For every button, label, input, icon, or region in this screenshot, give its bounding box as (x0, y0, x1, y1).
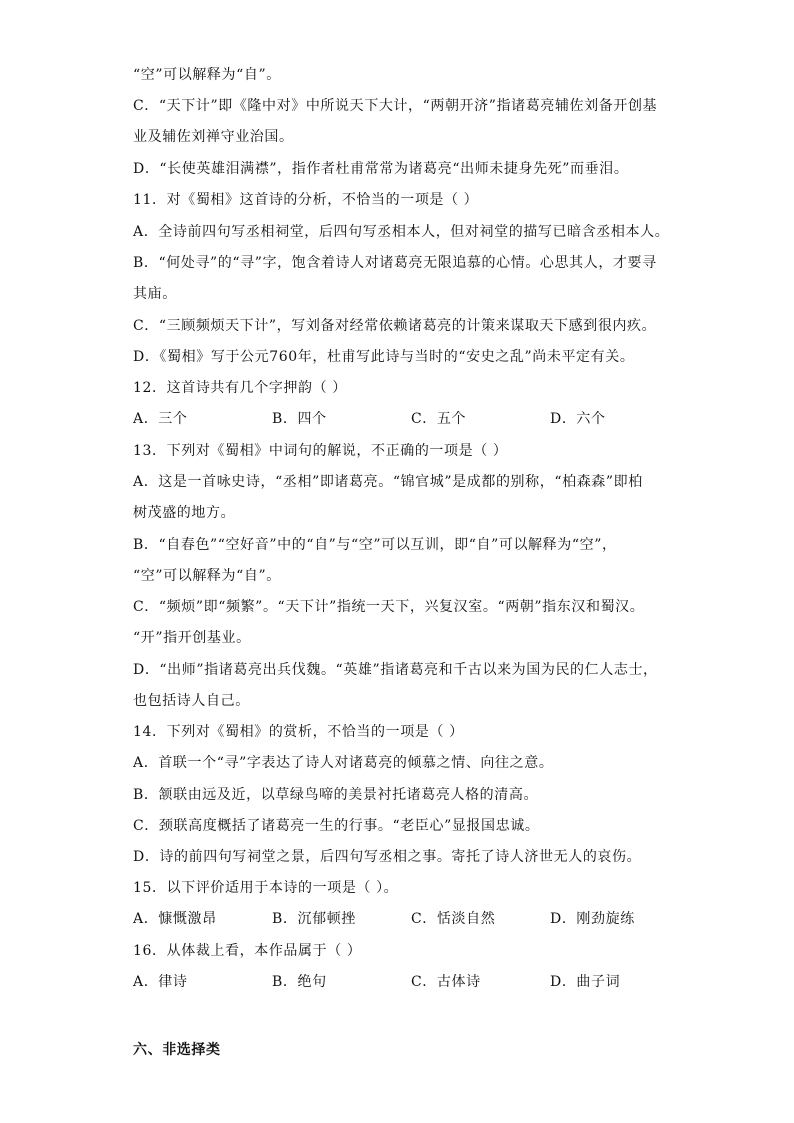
option-d: D．六个 (550, 411, 606, 427)
option-d: D．刚劲旋练 (550, 911, 635, 927)
text-line: 其庙。 (133, 286, 177, 302)
option-b: B．绝句 (272, 974, 327, 990)
text-line: 树茂盛的地方。 (133, 505, 236, 521)
section-title: 六、非选择类 (133, 1042, 221, 1058)
text-line: D．“长使英雄泪满襟”，指作者杜甫常常为诸葛亮“出师未捷身先死”而垂泪。 (133, 161, 629, 177)
question-16: 16．从体裁上看，本作品属于（ ） (133, 943, 362, 959)
text-line: A．首联一个“寻”字表达了诗人对诸葛亮的倾慕之情、向往之意。 (133, 755, 554, 771)
text-line: C．“天下计”即《隆中对》中所说天下大计，“两朝开济”指诸葛亮辅佐刘备开创基 (133, 98, 658, 114)
text-line: “空”可以解释为“自”。 (133, 67, 281, 83)
text-line: B．“自春色”“空好音”中的“自”与“空”可以互训，即“自”可以解释为“空”， (133, 537, 617, 553)
question-14: 14．下列对《蜀相》的赏析，不恰当的一项是（ ） (133, 724, 464, 740)
text-line: C．“三顾频烦天下计”，写刘备对经常依赖诸葛亮的计策来谋取天下感到很内疚。 (133, 318, 657, 334)
question-12-options (133, 409, 693, 429)
text-line: “开”指开创基业。 (133, 630, 251, 646)
text-line: C．颈联高度概括了诸葛亮一生的行事。“老臣心”显报国忠诚。 (133, 818, 540, 834)
text-line: D．“出师”指诸葛亮出兵伐魏。“英雄”指诸葛亮和千古以来为国为民的仁人志士， (133, 662, 658, 678)
text-line: B．“何处寻”的“寻”字，饱含着诗人对诸葛亮无限追慕的心情。心思其人，才要寻 (133, 255, 657, 271)
option-a: A．三个 (133, 411, 188, 427)
text-line: 业及辅佐刘禅守业治国。 (133, 129, 294, 145)
option-b: B．四个 (272, 411, 327, 427)
text-line: 也包括诗人自己。 (133, 693, 250, 709)
option-a: A．慷慨激昂 (133, 911, 217, 927)
text-line: “空”可以解释为“自”。 (133, 568, 281, 584)
option-c: C．恬淡自然 (411, 911, 496, 927)
text-line: D．《蜀相》写于公元760年，杜甫写此诗与当时的“安史之乱”尚未平定有关。 (133, 349, 635, 365)
option-b: B．沉郁顿挫 (272, 911, 356, 927)
question-13: 13．下列对《蜀相》中词句的解说，不正确的一项是（ ） (133, 443, 508, 459)
question-15-options (133, 909, 693, 929)
question-12: 12．这首诗共有几个字押韵（ ） (133, 380, 347, 396)
question-15: 15．以下评价适用于本诗的一项是（ ）。 (133, 880, 399, 896)
question-11: 11．对《蜀相》这首诗的分析，不恰当的一项是（ ） (133, 192, 479, 208)
option-a: A．律诗 (133, 974, 188, 990)
option-c: C．五个 (411, 411, 467, 427)
text-line: A．这是一首咏史诗，“丞相”即诸葛亮。“锦官城”是成都的别称，“柏森森”即柏 (133, 474, 643, 490)
option-c: C．古体诗 (411, 974, 481, 990)
text-line: B．颔联由远及近，以草绿鸟啼的美景衬托诸葛亮人格的清高。 (133, 787, 539, 803)
question-16-options (133, 972, 693, 992)
text-line: D．诗的前四句写祠堂之景，后四句写丞相之事。寄托了诗人济世无人的哀伤。 (133, 849, 642, 865)
text-line: A．全诗前四句写丞相祠堂，后四句写丞相本人，但对祠堂的描写已暗含丞相本人。 (133, 224, 670, 240)
text-line: C．“频烦”即“频繁”。“天下计”指统一天下，兴复汉室。“两朝”指东汉和蜀汉。 (133, 599, 645, 615)
option-d: D．曲子词 (550, 974, 621, 990)
